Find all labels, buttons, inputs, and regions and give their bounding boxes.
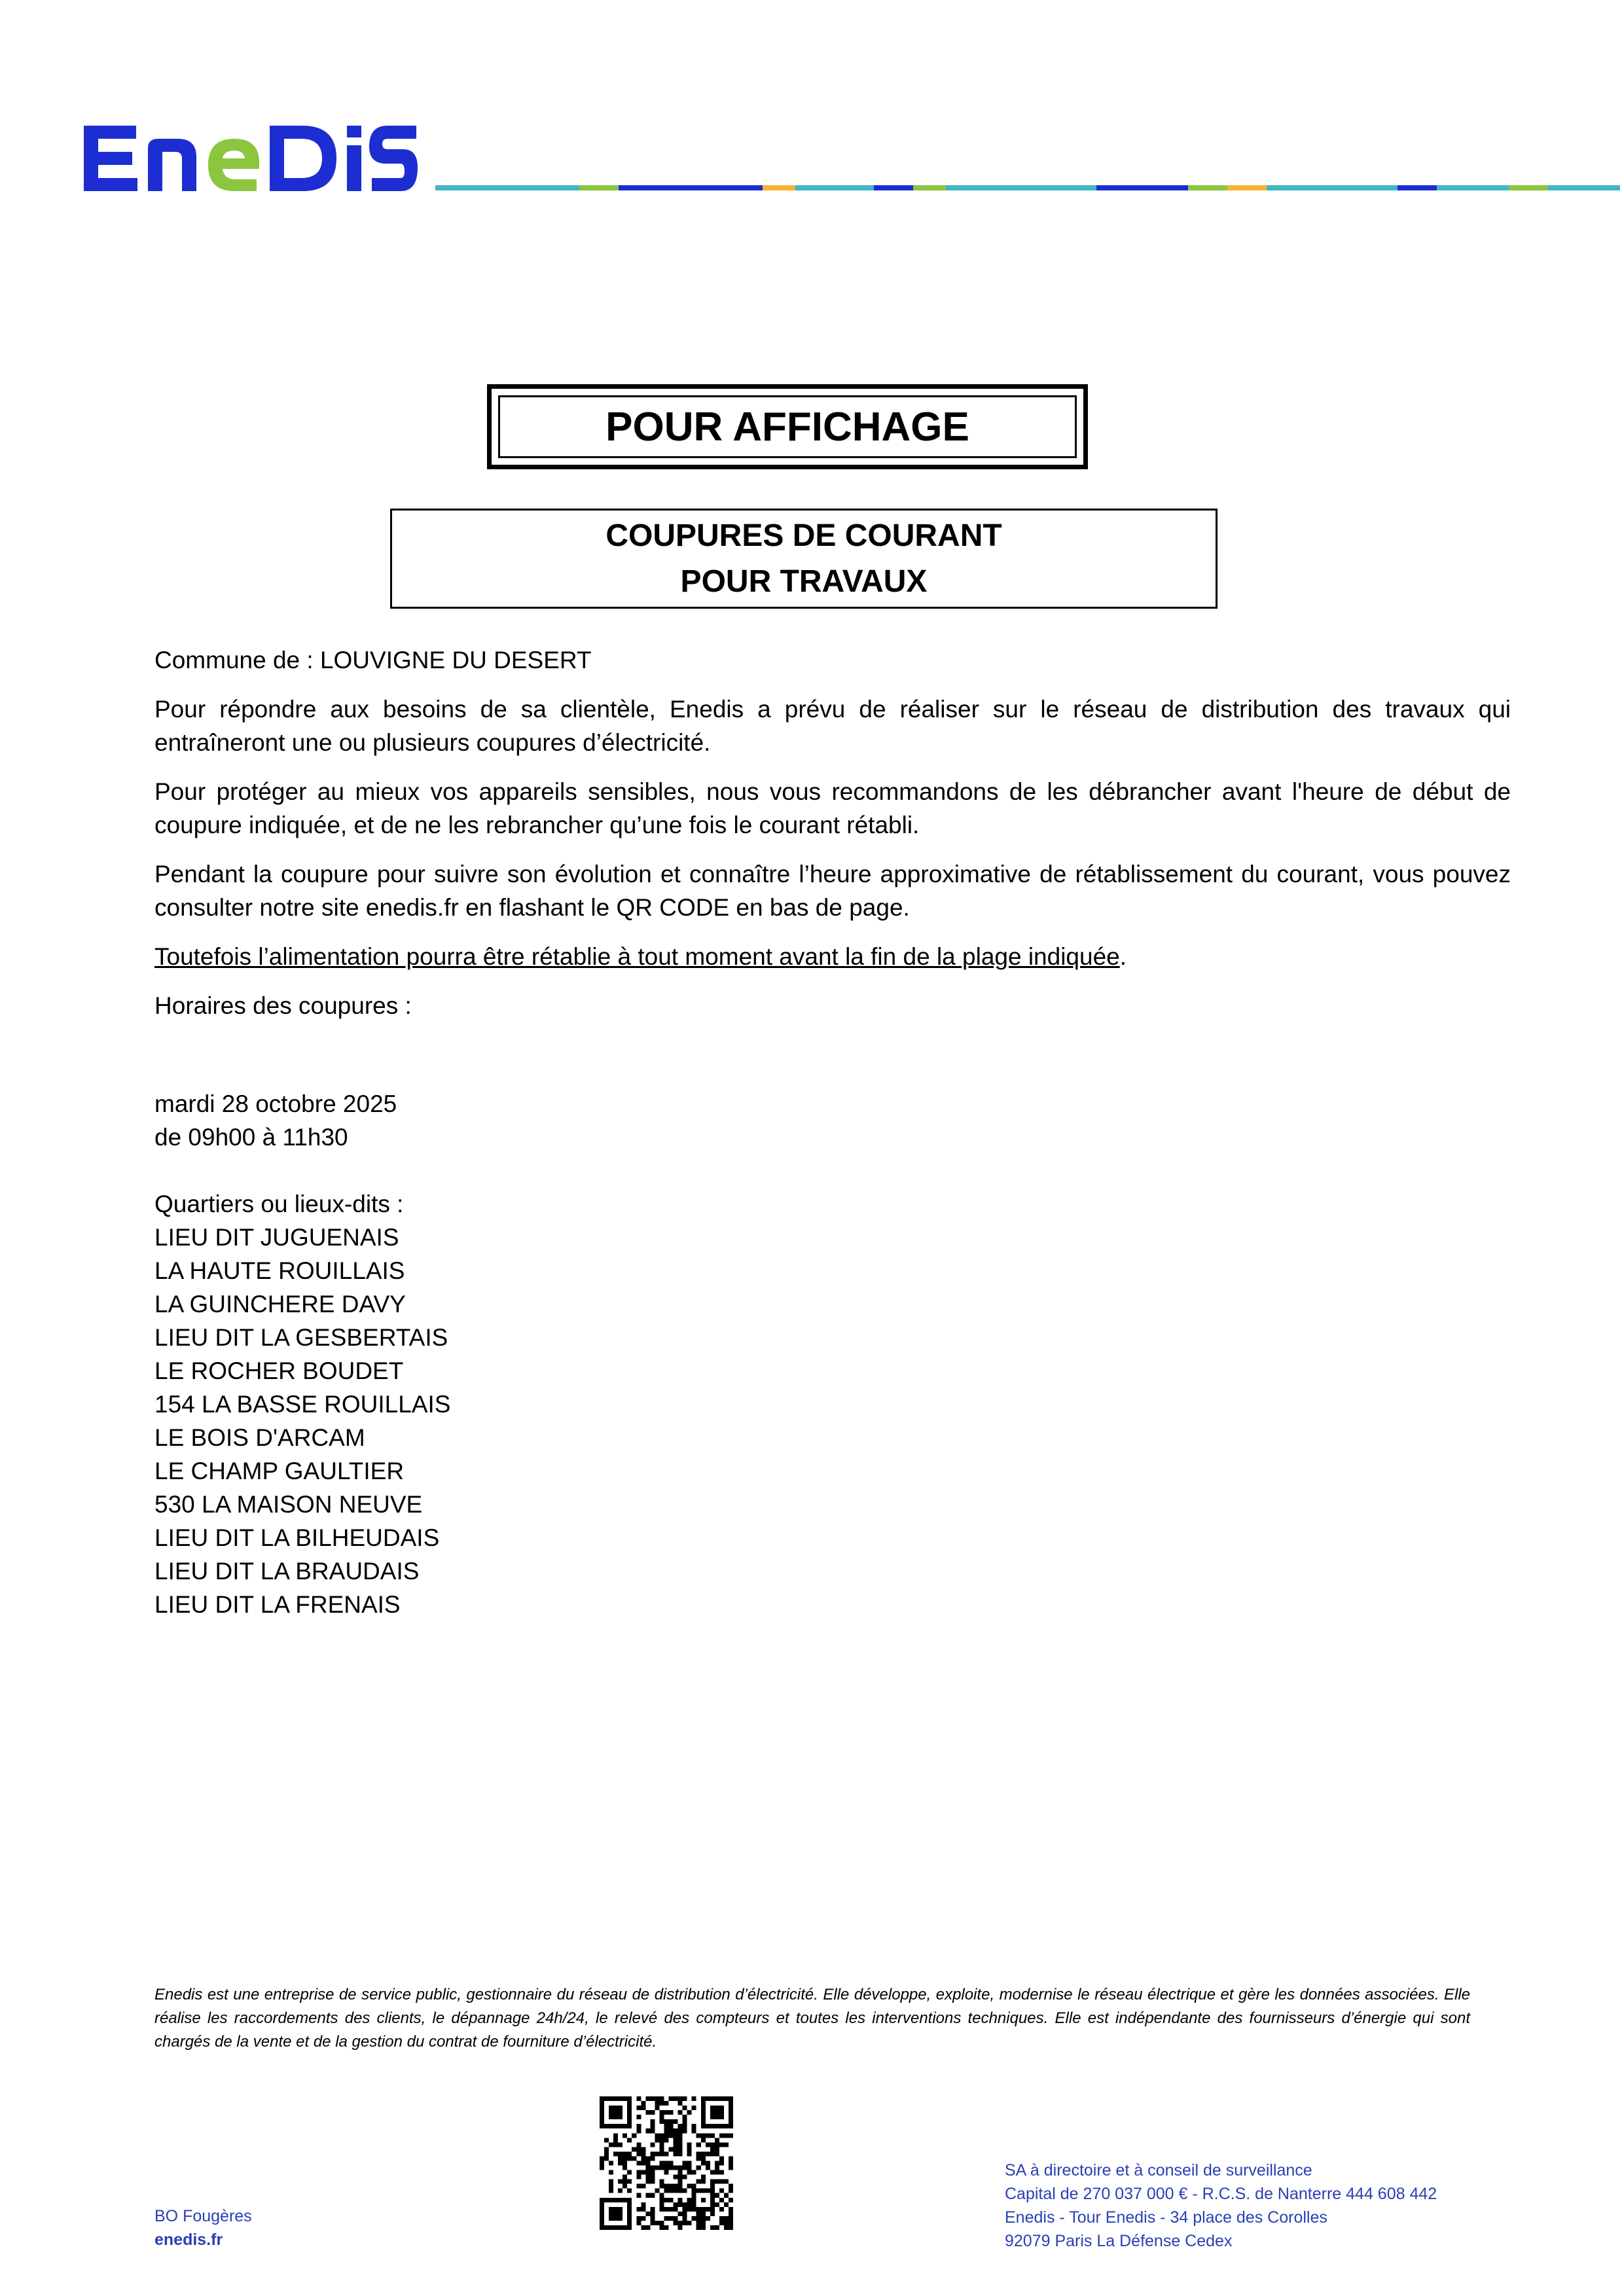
paragraph-qr-info: Pendant la coupure pour suivre son évolution et connaître l’heure approximative de rétablissement du courant, vous pouvez consulter notre site enedis.fr en flashant le QR CODE en bas de page. <box>154 861 1511 921</box>
qr-code-graphic <box>600 2096 733 2230</box>
footer-office-block <box>154 2204 252 2251</box>
enedis-logo <box>80 122 420 195</box>
enedis-logo-graphic <box>80 122 420 195</box>
footer-site-link[interactable]: enedis.fr <box>154 2231 223 2249</box>
paragraph-appareils: Pour protéger au mieux vos appareils sensibles, nous vous recommandons de les débrancher avant l'heure de début de coupure indiquée, et de ne les rebrancher qu’une fois le courant rétabli. <box>154 778 1511 838</box>
places-list <box>154 1187 1511 1621</box>
retablissement-underlined-text: Toutefois l’alimentation pourra être rétablie à tout moment avant la fin de la plage indiquée <box>154 943 1120 970</box>
footer-office: BO Fougères <box>154 2207 252 2225</box>
place-item: LA GUINCHERE DAVY <box>154 1291 406 1318</box>
qr-code[interactable] <box>600 2096 733 2230</box>
legal-disclaimer: Enedis est une entreprise de service public, gestionnaire du réseau de distribution d’électricité. Elle développe, exploite, modernise le réseau électrique et gère les données associées. Elle réalise les raccordements des clients, le dépannage 24h/24, le relevé des compteurs et toutes les interventions techniques. Elle est indépendante des fournisseurs d’énergie qui sont chargés de la vente et de la gestion du contrat de fourniture d’électricité. <box>154 1986 1470 2051</box>
place-item: LA HAUTE ROUILLAIS <box>154 1257 405 1284</box>
coupures-title-line1: COUPURES DE COURANT <box>605 518 1002 553</box>
commune-line: Commune de : LOUVIGNE DU DESERT <box>154 647 592 673</box>
pour-affichage-box <box>487 384 1088 469</box>
footer-company-info <box>1005 2159 1437 2253</box>
footer-company-line: 92079 Paris La Défense Cedex <box>1005 2232 1233 2250</box>
footer-company-line: Capital de 270 037 000 € - R.C.S. de Nanterre 444 608 442 <box>1005 2185 1437 2203</box>
outage-date: mardi 28 octobre 2025 <box>154 1090 397 1117</box>
horaires-label: Horaires des coupures : <box>154 992 412 1019</box>
paragraph-besoins: Pour répondre aux besoins de sa clientèle, Enedis a prévu de réaliser sur le réseau de distribution des travaux qui entraîneront une ou plusieurs coupures d’électricité. <box>154 696 1511 756</box>
coupures-title-box <box>390 509 1218 609</box>
place-item: LIEU DIT LA GESBERTAIS <box>154 1324 448 1351</box>
place-item: LE CHAMP GAULTIER <box>154 1458 405 1484</box>
outage-schedule <box>154 1087 1511 1154</box>
footer-company-line: Enedis - Tour Enedis - 34 place des Corolles <box>1005 2208 1327 2227</box>
place-item: LE ROCHER BOUDET <box>154 1357 404 1384</box>
place-item: LE BOIS D'ARCAM <box>154 1424 365 1451</box>
paragraph-retablissement <box>154 940 1511 973</box>
outage-time: de 09h00 à 11h30 <box>154 1124 348 1151</box>
pour-affichage-title: POUR AFFICHAGE <box>498 395 1077 458</box>
footer-company-line: SA à directoire et à conseil de surveillance <box>1005 2161 1312 2179</box>
places-label: Quartiers ou lieux-dits : <box>154 1191 404 1217</box>
coupures-title-line2: POUR TRAVAUX <box>680 564 928 599</box>
retablissement-period: . <box>1119 943 1127 970</box>
header-decorative-line <box>435 185 1620 190</box>
place-item: 530 LA MAISON NEUVE <box>154 1491 423 1518</box>
notice-body <box>154 643 1511 1621</box>
place-item: LIEU DIT LA FRENAIS <box>154 1591 401 1618</box>
place-item: 154 LA BASSE ROUILLAIS <box>154 1391 451 1418</box>
place-item: LIEU DIT LA BRAUDAIS <box>154 1558 420 1585</box>
place-item: LIEU DIT JUGUENAIS <box>154 1224 399 1251</box>
place-item: LIEU DIT LA BILHEUDAIS <box>154 1524 440 1551</box>
